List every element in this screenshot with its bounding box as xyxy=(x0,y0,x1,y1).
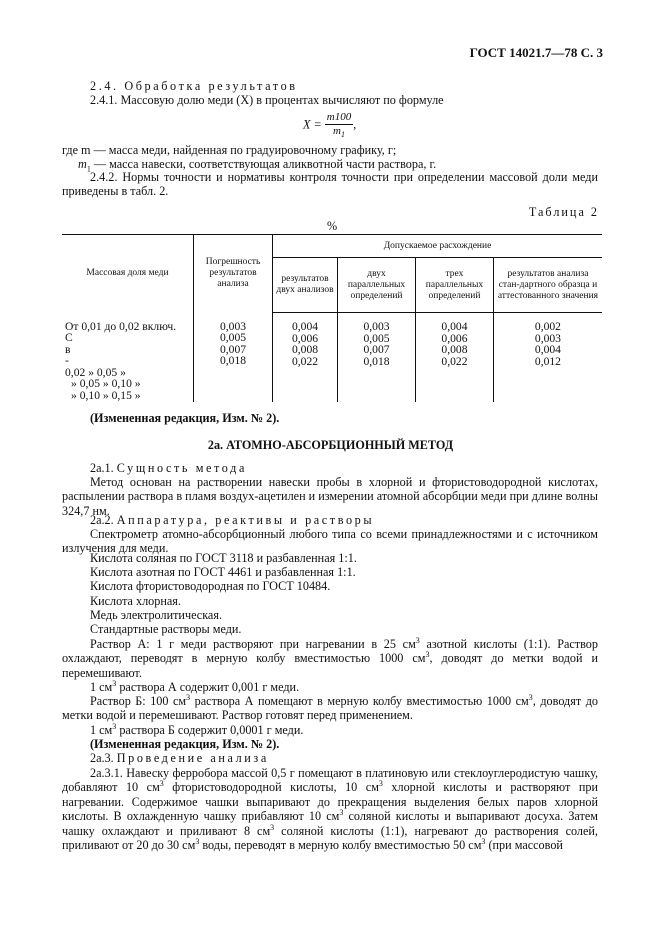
solution-b-concentration: 1 $см^3$ раствора Б содержит 0,0001 г меди. xyxy=(90,721,304,737)
col-three-parallel-values: 0,004 0,006 0,008 0,022 xyxy=(416,313,494,402)
col-two-analyses-values: 0,004 0,006 0,008 0,022 xyxy=(273,313,338,402)
where-m1: $m_1$ — масса навески, соответствующая аликвотной части раствора, г. xyxy=(78,157,437,174)
section-2a-title: 2а. АТОМНО-АБСОРБЦИОННЫЙ МЕТОД xyxy=(207,438,454,452)
reagent-3: Кислота фтористоводородная по ГОСТ 10484. xyxy=(90,579,331,593)
solution-a-concentration: 1 $см^3$ раствора А содержит 0,001 г меди. xyxy=(90,678,300,694)
col-error-values: 0,003 0,005 0,007 0,018 xyxy=(194,313,273,402)
reagent-6: Стандартные растворы меди. xyxy=(90,622,242,636)
paragraph-2a-3-1: 2а.3.1. Навеску ферробора массой 0,5 г помещают в платиновую или стеклоуглеродистую чашку, добавляют 10 $см^3$ фтористоводородной кислоты, 10 $см^3$ хлорной кислоты и растворяют при нагревании. Содержимое чашки выпаривают до прекращения выделения белых паров хлорной кислоты. В охлажденную чашку прибавляют 10 $см^3$ соляной кислоты и выпаривают досуха. Затем чашку охлаждают и приливают 8 $см^3$ соляной кислоты (1:1), нагревают до растворения солей, приливают от 20 до 30 $см^3$ воды, переводят в мерную колбу вместимостью 50 $см^3$ (при массовой xyxy=(62,766,598,853)
solution-b: Раствор Б: 100 $см^3$ раствора А помещают в мерную колбу вместимостью 1000 $см^3$, доводят до метки водой и перемешивают. Раствор готовят перед применением. xyxy=(62,692,599,723)
col-standard-sample-values: 0,002 0,003 0,004 0,012 xyxy=(493,313,602,402)
col-error: Погрешность результатов анализа xyxy=(194,235,273,313)
formula: X = $\frac{m100}{m_1}$ , xyxy=(303,111,357,140)
sub-col-4: результатов анализа стан-дартного образца и аттестованного значения xyxy=(493,258,602,313)
row-labels: От 0,01 до 0,02 включ. С в - 0,02 » 0,05 » » 0,05 » 0,10 » » 0,10 » 0,15 » xyxy=(65,319,177,403)
amendment-note-2: (Измененная редакция, Изм. № 2). xyxy=(90,737,280,751)
reagent-4: Кислота хлорная. xyxy=(90,594,181,608)
solution-a: Раствор А: 1 г меди растворяют при нагревании в 25 $см^3$ азотной кислоты (1:1). Раствор охлаждают, переводят в мерную колбу вместимостью 1000 $см^3$, доводят до метки водой и перемешивают. xyxy=(62,635,599,680)
where-m: где m — масса меди, найденная по градуировочному графику, г; xyxy=(62,143,397,157)
sub-col-1: результатов двух анализов xyxy=(273,258,338,313)
paragraph-2-4-2: 2.4.2. Нормы точности и нормативы контроля точности при определении массовой доли меди приведены в табл. 2. xyxy=(62,170,598,199)
reagent-1: Кислота соляная по ГОСТ 3118 и разбавленная 1:1. xyxy=(90,551,357,565)
col-fraction: Массовая доля меди xyxy=(62,235,194,313)
formula-fraction: $\frac{m100}{m_1}$ xyxy=(326,111,352,140)
table-unit: % xyxy=(327,219,338,233)
section-2-4-title: 2.4. Обработка результатов xyxy=(90,79,298,93)
subsection-2a-1: 2а.1. Сущность метода xyxy=(90,461,247,475)
subsection-2a-2: 2а.2. Аппаратура, реактивы и растворы xyxy=(90,513,375,527)
col-two-parallel-values: 0,003 0,005 0,007 0,018 xyxy=(338,313,416,402)
reagent-5: Медь электролитическая. xyxy=(90,608,222,622)
paragraph-2-4-1: 2.4.1. Массовую долю меди (X) в процентах вычисляют по формуле xyxy=(90,93,444,107)
page-header: ГОСТ 14021.7—78 С. 3 xyxy=(469,45,603,60)
col-allowed: Допускаемое расхождение xyxy=(273,235,603,258)
sub-col-2: двух параллельных определений xyxy=(338,258,416,313)
paragraph-2a-2: Спектрометр атомно-абсорбционный любого типа со всеми принадлежностями и с источником излучения для меди. xyxy=(62,527,598,556)
paragraph-2a-1: Метод основан на растворении навески пробы в хлорной и фтористоводородной кислотах, распылении раствора в пламя воздух-ацетилен и измерении атомной абсорбции меди при длине волны 324,7 нм. xyxy=(62,475,598,518)
amendment-note-1: (Измененная редакция, Изм. № 2). xyxy=(90,411,280,425)
sub-col-3: трех параллельных определений xyxy=(416,258,494,313)
reagent-2: Кислота азотная по ГОСТ 4461 и разбавленная 1:1. xyxy=(90,565,356,579)
table-caption: Таблица 2 xyxy=(528,205,599,219)
table-2 xyxy=(62,234,602,402)
subsection-2a-3: 2а.3. Проведение анализа xyxy=(90,751,269,765)
